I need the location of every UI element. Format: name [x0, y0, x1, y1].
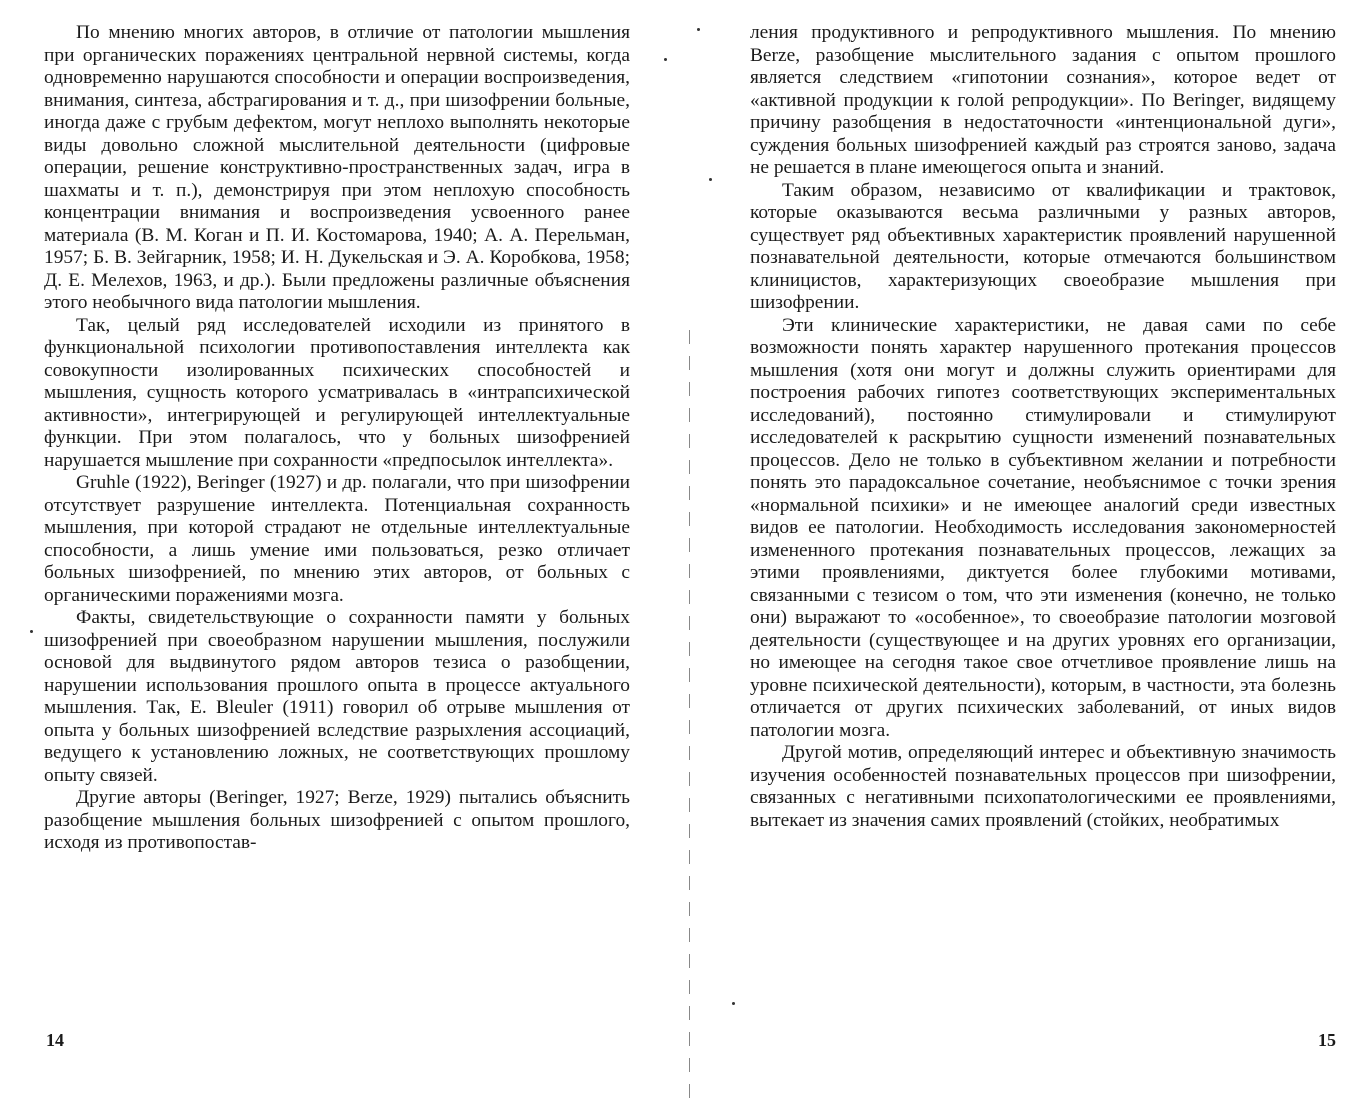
paragraph: Эти клинические характеристики, не давая сами по себе возможности понять характер нарушенного протекания процессов мышления (хотя они могут и должны служить ориентирами для построения рабочих гипотез соответствующих экспериментальных исследований), постоянно стимулировали и стимулируют исследователей к раскрытию сущности изменений познавательных процессов. Дело не только в субъективном желании и потребности понять это парадоксальное сочетание, необъяснимое с точки зрения «нормальной психики» и не имеющее аналогий среди известных видов ее патологии. Необходимость исследования закономерностей измененного протекания познавательных процессов, лежащих за этими проявлениями, диктуется более глубокими мотивами, связанными с тезисом о том, что эти изменения (конечно, не только они) выражают то «особенное», то своеобразие патологии мозговой деятельности (существующее и на других уровнях его организации, но имеющее на сегодня такое свое отчетливое проявление лишь на уровне психической деятельности), которым, в частности, эта болезнь отличается от других психических заболеваний, от иных видов патологии мозга. — [750, 314, 1336, 741]
paragraph: По мнению многих авторов, в отличие от патологии мышления при органических поражениях центральной нервной системы, когда одновременно нарушаются способности и операции воспроизведения, внимания, синтеза, абстрагирования и т. д., при шизофрении больные, иногда даже с грубым дефектом, могут неплохо выполнять некоторые виды довольно сложной мыслительной деятельности (цифровые операции, решение конструктивно-пространственных задач, игра в шахматы и т. п.), демонстрируя при этом неплохую способность концентрации внимания и воспроизведения усвоенного ранее материала (В. М. Коган и П. И. Костомарова, 1940; А. А. Перельман, 1957; Б. В. Зейгарник, 1958; И. Н. Дукельская и Э. А. Коробкова, 1958; Д. Е. Мелехов, 1963, и др.). Были предложены различные объяснения этого необычного вида патологии мышления. — [44, 22, 630, 313]
page-number-right: 15 — [1318, 1030, 1336, 1050]
scan-speck — [732, 1002, 735, 1005]
paragraph: ления продуктивного и репродуктивного мышления. По мнению Berze, разобщение мыслительного задания с опытом прошлого является следствием «гипотонии сознания», которое ведет от «активной продукции к голой репродукции». По Beringer, видящему причину разобщения в недостаточности «интенциональной дуги», суждения больных шизофренией каждый раз строятся заново, задача не решается в плане имеющегося опыта и знаний. — [750, 22, 1336, 178]
left-page — [44, 22, 630, 855]
paragraph: Другие авторы (Beringer, 1927; Berze, 1929) пытались объяснить разобщение мышления больных шизофренией с опытом прошлого, исходя из противопостав- — [44, 787, 630, 853]
paragraph: Так, целый ряд исследователей исходили из принятого в функциональной психологии противопоставления интеллекта как совокупности изолированных психических способностей и мышления, сущность которого усматривалась в «интрапсихической активности», интегрирующей и регулирующей интеллектуальные функции. При этом полагалось, что у больных шизофренией нарушается мышление при сохранности «предпосылок интеллекта». — [44, 314, 630, 471]
scan-speck — [697, 28, 700, 31]
paragraph: Другой мотив, определяющий интерес и объективную значимость изучения особенностей познавательных процессов при шизофрении, связанных с негативными психопатологическими ее проявлениями, вытекает из значения самих проявлений (стойких, необратимых — [750, 742, 1336, 831]
right-page — [750, 22, 1336, 832]
paragraph: Таким образом, независимо от квалификации и трактовок, которые оказываются весьма различными у разных авторов, существует ряд объективных характеристик проявлений нарушенной познавательной деятельности, которые отмечаются большинством клиницистов, характеризующих своеобразие мышления при шизофрении. — [750, 179, 1336, 313]
gutter-fold-line — [689, 330, 690, 1110]
scan-speck — [30, 630, 33, 633]
paragraph: Факты, свидетельствующие о сохранности памяти у больных шизофренией при своеобразном нарушении мышления, послужили основой для выдвинутого рядом авторов тезиса о разобщении, нарушении использования прошлого опыта в процессе актуального мышления. Так, E. Bleuler (1911) говорил об отрыве мышления от опыта у больных шизофренией вследствие разрыхления ассоциаций, ведущего к установлению ложных, не соответствующих прошлому опыту связей. — [44, 607, 630, 786]
scan-speck — [709, 178, 712, 181]
paragraph: Gruhle (1922), Beringer (1927) и др. полагали, что при шизофрении отсутствует разрушение интеллекта. Потенциальная сохранность мышления, при которой страдают не отдельные интеллектуальные способности, а лишь умение ими пользоваться, резко отличает больных шизофренией, по мнению этих авторов, от больных с органическими поражениями мозга. — [44, 472, 630, 606]
page-number-left: 14 — [46, 1030, 64, 1050]
scan-speck — [664, 58, 667, 61]
